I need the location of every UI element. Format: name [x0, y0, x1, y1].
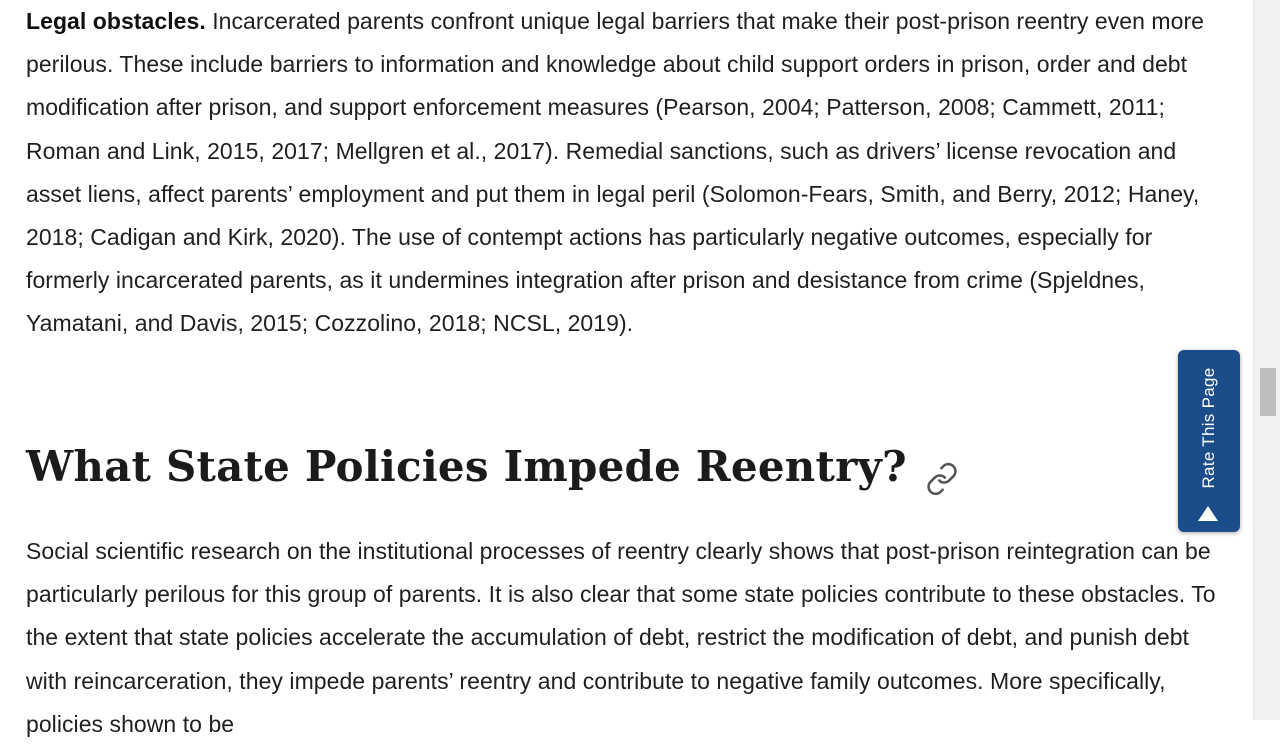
section-heading — [26, 437, 959, 497]
rate-this-page-button[interactable] — [1178, 350, 1240, 532]
link-icon[interactable] — [925, 452, 959, 486]
paragraph-body: Incarcerated parents confront unique legal barriers that make their post-prison reentry even more perilous. These include barriers to information and knowledge about child support orders in prison, order and debt modification after prison, and support enforcement measures (Pearson, 2004; Patterson, 2008; Cammett, 2011; Roman and Link, 2015, 2017; Mellgren et al., 2017). Remedial sanctions, such as drivers’ license revocation and asset liens, affect parents’ employment and put them in legal peril (Solomon-Fears, Smith, and Berry, 2012; Haney, 2018; Cadigan and Kirk, 2020). The use of contempt actions has particularly negative outcomes, especially for formerly incarcerated parents, as it undermines integration after prison and desistance from crime (Spjeldnes, Yamatani, and Davis, 2015; Cozzolino, 2018; NCSL, 2019). — [26, 8, 1205, 337]
scrollbar-thumb[interactable] — [1260, 368, 1276, 416]
paragraph-legal-obstacles — [26, 0, 1231, 346]
paragraph-state-policies: Social scientific research on the institutional processes of reentry clearly shows that post-prison reintegration can be particularly perilous for this group of parents. It is also clear that some state policies contribute to these obstacles. To the extent that state policies accelerate the accumulation of debt, restrict the modification of debt, and punish debt with reincarceration, they impede parents’ reentry and contribute to negative family outcomes. More specifically, policies shown to be — [26, 538, 1216, 737]
section-heading-text: What State Policies Impede Reentry? — [26, 442, 907, 491]
triangle-up-icon — [1198, 506, 1218, 521]
paragraph-lead: Legal obstacles. — [26, 8, 206, 34]
rate-this-page-label: Rate This Page — [1199, 367, 1218, 489]
vertical-scrollbar[interactable] — [1253, 0, 1280, 720]
